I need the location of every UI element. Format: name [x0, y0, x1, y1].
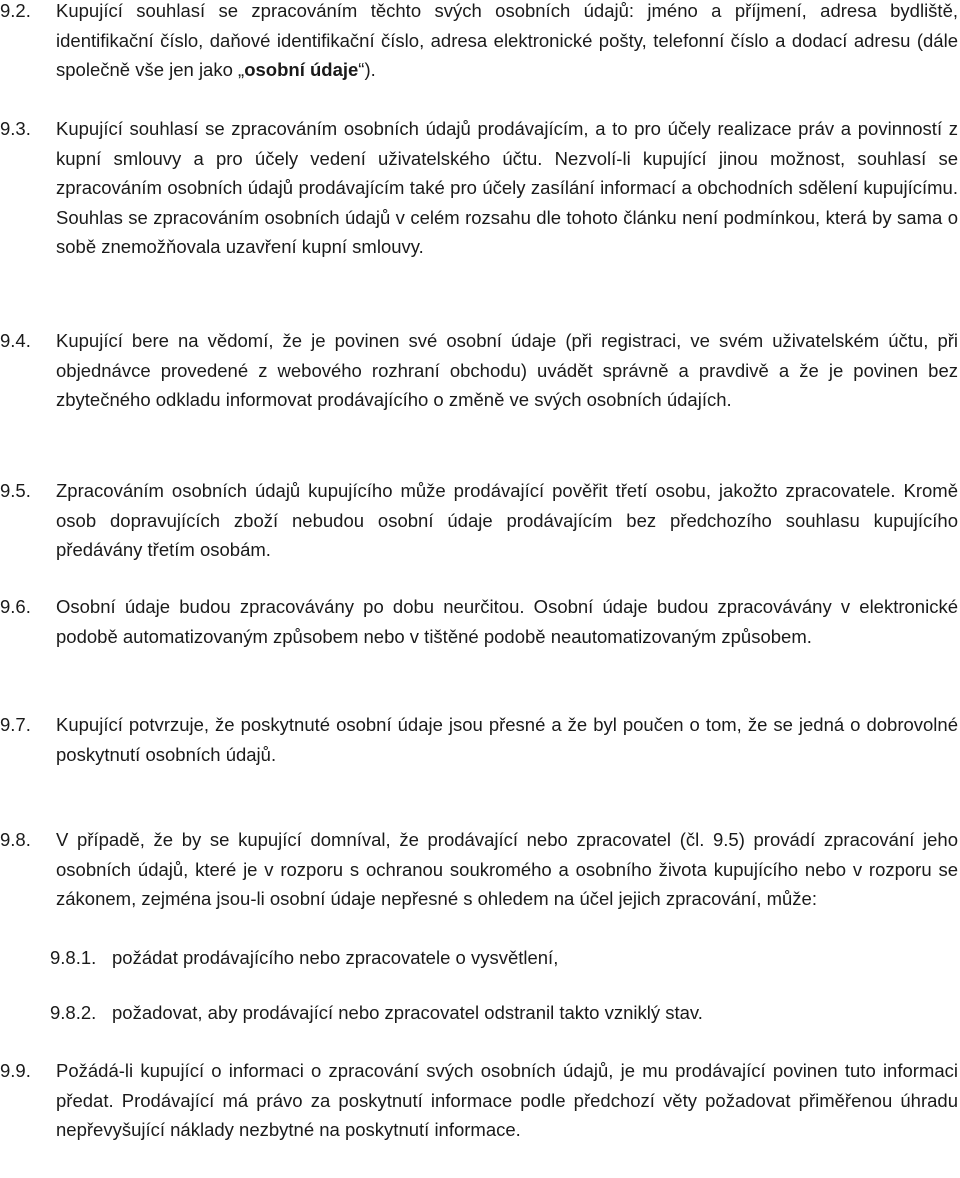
clause-text: V případě, že by se kupující domníval, že prodávající nebo zpracovatel (čl. 9.5) provádí zpracování jeho osobních údajů, které je v rozporu s ochranou soukromého a osobního života kupujícího nebo v rozporu se zákonem, zejména jsou-li osobní údaje nepřesné s ohledem na účel jejich zpracování, může: [56, 829, 958, 909]
clause-9-9 [0, 1056, 960, 1145]
subclause-number: 9.8.1. [50, 947, 97, 968]
clause-text: Kupující potvrzuje, že poskytnuté osobní údaje jsou přesné a že byl poučen o tom, že se jedná o dobrovolné poskytnutí osobních údajů. [56, 714, 958, 765]
clause-number: 9.7. [0, 714, 31, 735]
clause-number: 9.3. [0, 118, 31, 139]
subclause-9-8-1 [50, 943, 558, 973]
clause-9-5 [0, 476, 960, 565]
clause-number: 9.4. [0, 330, 31, 351]
subclause-text: požádat prodávajícího nebo zpracovatele o vysvětlení, [112, 947, 559, 968]
subclause-text: požadovat, aby prodávající nebo zpracovatel odstranil takto vzniklý stav. [112, 1002, 703, 1023]
clause-text: Zpracováním osobních údajů kupujícího může prodávající pověřit třetí osobu, jakožto zpracovatele. Kromě osob dopravujících zboží nebudou osobní údaje prodávajícím bez předchozího souhlasu kupujícího předávány třetím osobám. [56, 480, 958, 560]
clause-9-2 [0, 0, 960, 85]
clause-text: Požádá-li kupující o informaci o zpracování svých osobních údajů, je mu prodávající povinen tuto informaci předat. Prodávající má právo za poskytnutí informace podle předchozí věty požadovat přiměřenou úhradu nepřevyšující náklady nezbytné na poskytnutí informace. [56, 1060, 958, 1140]
clause-number: 9.8. [0, 829, 31, 850]
clause-number: 9.9. [0, 1060, 31, 1081]
clause-9-7 [0, 710, 960, 769]
clause-number: 9.6. [0, 596, 31, 617]
clause-9-3 [0, 114, 960, 262]
defined-term: osobní údaje [244, 59, 359, 80]
clause-text-end: “). [358, 59, 376, 80]
clause-text: Kupující bere na vědomí, že je povinen své osobní údaje (při registraci, ve svém uživatelském účtu, při objednávce provedené z webového rozhraní obchodu) uvádět správně a pravdivě a že je povinen bez zbytečného odkladu informovat prodávajícího o změně ve svých osobních údajích. [56, 330, 958, 410]
clause-text-start: Kupující souhlasí se zpracováním těchto svých osobních údajů: jméno a příjmení, adresa bydliště, identifikační číslo, daňové identifikační číslo, adresa elektronické pošty, telefonní číslo a dodací adresu (dále společně vše jen jako „ [56, 0, 958, 80]
clause-text: Kupující souhlasí se zpracováním osobních údajů prodávajícím, a to pro účely realizace práv a povinností z kupní smlouvy a pro účely vedení uživatelského účtu. Nezvolí-li kupující jinou možnost, souhlasí se zpracováním osobních údajů prodávajícím také pro účely zasílání informací a obchodních sdělení kupujícímu. Souhlas se zpracováním osobních údajů v celém rozsahu dle tohoto článku není podmínkou, která by sama o sobě znemožňovala uzavření kupní smlouvy. [56, 118, 958, 257]
clause-9-4 [0, 326, 960, 415]
clause-text [56, 0, 958, 85]
clause-text: Osobní údaje budou zpracovávány po dobu neurčitou. Osobní údaje budou zpracovávány v elektronické podobě automatizovaným způsobem nebo v tištěné podobě neautomatizovaným způsobem. [56, 596, 958, 647]
clause-number: 9.5. [0, 480, 31, 501]
subclause-number: 9.8.2. [50, 1002, 97, 1023]
clause-9-6 [0, 592, 960, 651]
clause-number: 9.2. [0, 0, 31, 21]
clause-9-8 [0, 825, 960, 914]
subclause-9-8-2 [50, 998, 703, 1028]
